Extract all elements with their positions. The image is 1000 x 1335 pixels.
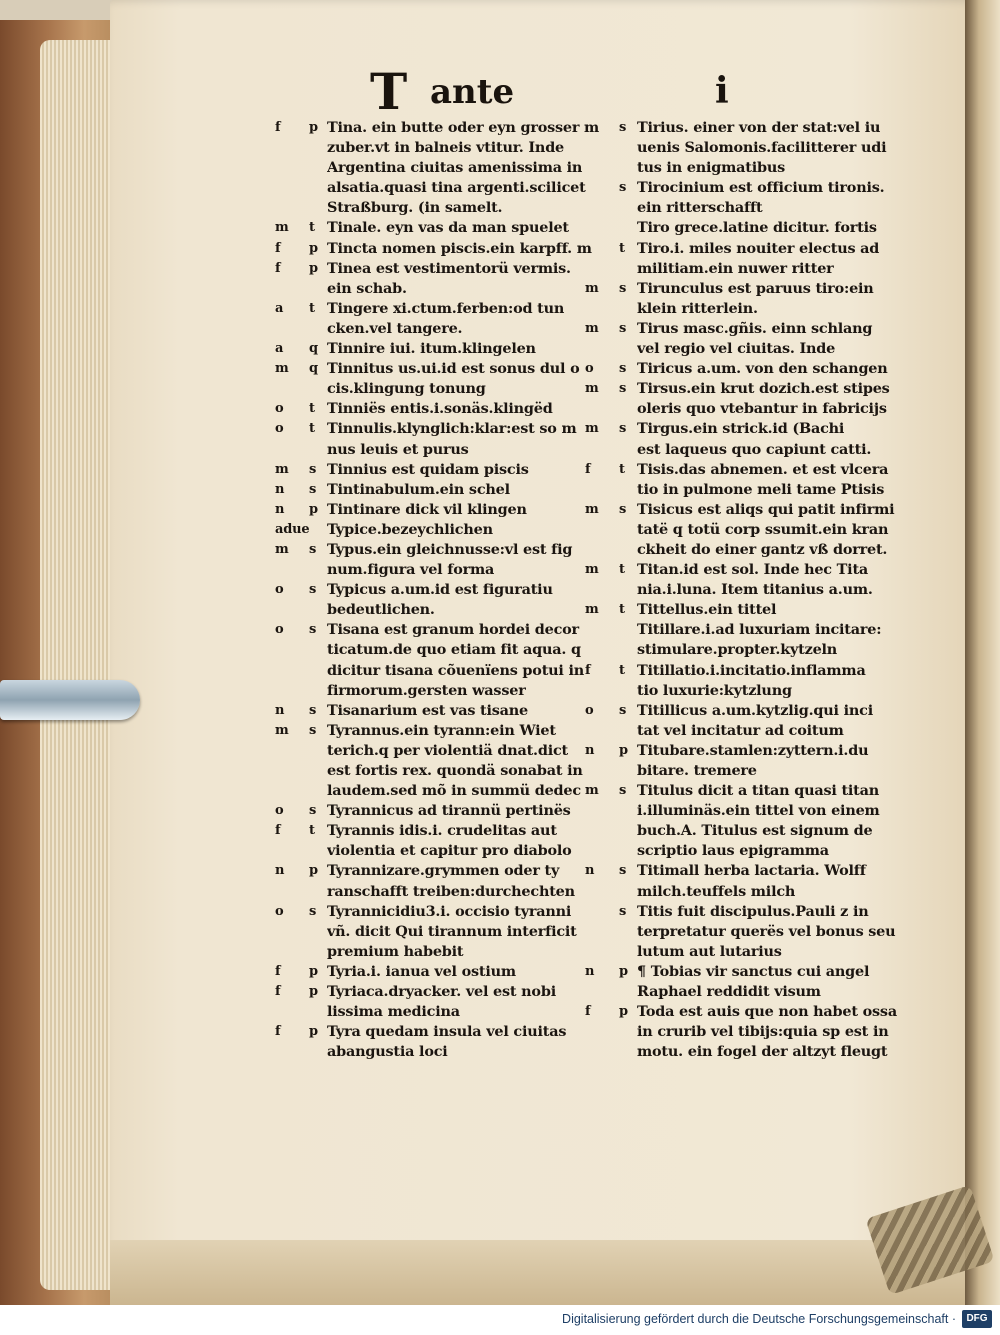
entry-line: Tintinabulum.ein schel	[327, 480, 510, 498]
dictionary-entry	[585, 239, 905, 279]
header-initial: T	[370, 62, 408, 121]
entry-line: zuber.vt in balneis vtitur. Inde	[327, 139, 565, 157]
dictionary-entry	[275, 118, 610, 218]
entry-line: stimulare.propter.kytzeln	[637, 641, 838, 659]
entry-line: tio in pulmone meli tame Ptisis	[637, 480, 885, 498]
dictionary-entry	[275, 721, 610, 801]
entry-line: Tirunculus est paruus tiro:ein	[637, 279, 874, 297]
entry-line: buch.A. Titulus est signum de	[637, 822, 873, 840]
entry-line: Tyrannicidiu3.i. occisio tyranni	[327, 902, 572, 920]
dictionary-entry	[585, 781, 905, 861]
dictionary-entry	[585, 319, 905, 359]
entry-line: Argentina ciuitas amenissima in	[327, 159, 583, 177]
entry-line: Tyrannicus ad tirannü pertinës	[327, 802, 571, 820]
entry-line: Tina. ein butte oder eyn grosser m	[327, 119, 600, 136]
dictionary-entry	[275, 821, 610, 861]
entry-line: uenis Salomonis.facilitterer udi	[637, 139, 887, 157]
class-marker: p	[309, 1024, 318, 1040]
dictionary-entry	[585, 661, 905, 701]
entry-line: vel regio vel ciuitas. Inde	[637, 340, 836, 358]
class-marker: s	[309, 481, 317, 497]
entry-line: lissima medicina	[327, 1003, 460, 1021]
entry-line: Tisanarium est vas tisane	[327, 701, 529, 719]
page-bottom-edge	[110, 1240, 980, 1305]
gender-marker: o	[275, 903, 284, 919]
gender-marker: f	[275, 1024, 281, 1040]
dictionary-entry	[585, 620, 905, 660]
entry-line: Tingere xi.ctum.ferben:od tun	[327, 299, 565, 317]
page-header	[370, 62, 770, 122]
dictionary-entry	[585, 1002, 905, 1062]
gender-marker: f	[275, 963, 281, 979]
dictionary-entry	[275, 239, 610, 259]
header-signature: i	[715, 70, 729, 112]
entry-line: Tiro grece.latine dicitur. fortis	[637, 219, 877, 237]
dictionary-entry	[585, 600, 905, 620]
class-marker: t	[619, 461, 625, 477]
entry-line: premium habebit	[327, 942, 464, 960]
gender-marker: m	[585, 783, 599, 799]
gender-marker: m	[275, 722, 289, 738]
class-marker: s	[619, 702, 627, 718]
dictionary-entry	[585, 178, 905, 218]
gender-marker: n	[275, 702, 285, 718]
dictionary-entry	[275, 500, 610, 520]
gender-marker: m	[275, 541, 289, 557]
entry-line: oleris quo vtebantur in fabricijs	[637, 400, 887, 418]
entry-line: lutum aut lutarius	[637, 942, 782, 960]
dictionary-entry	[275, 701, 610, 721]
class-marker: s	[619, 180, 627, 196]
dictionary-entry	[275, 299, 610, 339]
entry-line: Tincta nomen piscis.ein karpff. m	[327, 239, 592, 257]
entry-line: ¶ Tobias vir sanctus cui angel	[637, 962, 870, 980]
entry-line: militiam.ein nuwer ritter	[637, 259, 834, 277]
book-gutter	[965, 0, 1000, 1305]
class-marker: p	[309, 863, 318, 879]
dictionary-entry	[585, 359, 905, 379]
header-title: ante	[430, 72, 515, 112]
gender-marker: m	[275, 220, 289, 236]
entry-line: nus leuis et purus	[327, 440, 469, 458]
gender-marker: m	[585, 602, 599, 618]
dictionary-entry	[275, 359, 610, 399]
entry-line: est fortis rex. quondä sonabat in	[327, 762, 583, 779]
class-marker: s	[619, 421, 627, 437]
gender-marker: o	[275, 401, 284, 417]
entry-line: Titillatio.i.incitatio.inflamma	[637, 661, 866, 679]
entry-line: vñ. dicit Qui tirannum interficit	[327, 922, 577, 940]
right-column	[585, 118, 905, 1062]
dictionary-entry	[275, 580, 610, 620]
entry-line: Titillare.i.ad luxuriam incitare:	[637, 621, 882, 639]
class-marker: t	[309, 300, 315, 316]
gender-marker: n	[275, 501, 285, 517]
gender-marker: m	[585, 501, 599, 517]
gender-marker: m	[275, 461, 289, 477]
entry-line: nia.i.luna. Item titanius a.um.	[637, 581, 873, 599]
entry-line: tus in enigmatibus	[637, 159, 786, 177]
dictionary-entry	[275, 419, 610, 459]
entry-line: laudem.sed mõ in summü dedec	[327, 782, 581, 800]
class-marker: t	[309, 220, 315, 236]
entry-line: dicitur tisana cõuenïens potui in	[327, 661, 585, 679]
class-marker: s	[619, 863, 627, 879]
entry-line: Titimall herba lactaria. Wolff	[637, 862, 866, 880]
page-clip	[0, 680, 140, 720]
dictionary-entry	[585, 741, 905, 781]
dictionary-entry	[585, 279, 905, 319]
entry-line: klein ritterlein.	[637, 299, 758, 317]
gender-marker: f	[275, 823, 281, 839]
gender-marker: m	[585, 320, 599, 336]
gender-marker: m	[585, 381, 599, 397]
entry-line: bitare. tremere	[637, 762, 757, 779]
dictionary-entry	[275, 399, 610, 419]
class-marker: s	[619, 280, 627, 296]
entry-line: bedeutlichen.	[327, 601, 435, 619]
gender-marker: a	[275, 300, 284, 316]
entry-line: Tiricus a.um. von den schangen	[637, 360, 888, 378]
entry-line: Tirus masc.gñis. einn schlang	[637, 319, 873, 337]
class-marker: s	[309, 461, 317, 477]
entry-line: Tyrannus.ein tyrann:ein Wiet	[327, 721, 556, 739]
gender-marker: n	[275, 481, 285, 497]
class-marker: s	[619, 381, 627, 397]
entry-line: motu. ein fogel der altzyt fleugt	[637, 1043, 888, 1061]
dictionary-entry	[585, 861, 905, 901]
entry-line: abangustia loci	[327, 1043, 448, 1061]
dictionary-entry	[585, 218, 905, 238]
class-marker: s	[309, 722, 317, 738]
entry-line: ein ritterschafft	[637, 199, 763, 217]
entry-line: scriptio laus epigramma	[637, 842, 829, 860]
gender-marker: f	[585, 461, 591, 477]
dictionary-entry	[275, 480, 610, 500]
class-marker: t	[619, 662, 625, 678]
entry-line: Titulus dicit a titan quasi titan	[637, 782, 880, 800]
entry-line: tio luxurie:kytzlung	[637, 681, 792, 699]
entry-line: in crurib vel tibijs:quia sp est in	[637, 1023, 889, 1041]
class-marker: s	[619, 903, 627, 919]
entry-line: terpretatur querës vel bonus seu	[637, 922, 896, 940]
dictionary-entry	[585, 460, 905, 500]
dictionary-entry	[275, 902, 610, 962]
dictionary-entry	[275, 540, 610, 580]
gender-marker: m	[275, 361, 289, 377]
dictionary-entry	[275, 620, 610, 700]
entry-line: ticatum.de quo etiam fit aqua. q	[327, 641, 581, 659]
entry-line: Tinnitus us.ui.id est sonus dul o	[327, 360, 580, 378]
entry-line: Titillicus a.um.kytzlig.qui inci	[637, 701, 873, 719]
entry-line: Raphael reddidit visum	[637, 983, 821, 1001]
dictionary-entry	[275, 1022, 610, 1062]
gender-marker: o	[275, 622, 284, 638]
gender-marker: m	[585, 421, 599, 437]
class-marker: p	[619, 742, 628, 758]
entry-line: Typicus a.um.id est figuratiu	[327, 581, 553, 599]
entry-line: Toda est auis que non habet ossa	[637, 1003, 897, 1021]
entry-line: Tyria.i. ianua vel ostium	[327, 962, 516, 980]
gender-marker: o	[275, 421, 284, 437]
class-marker: s	[619, 320, 627, 336]
gender-marker: n	[585, 863, 595, 879]
gender-marker: n	[585, 963, 595, 979]
class-marker: s	[619, 120, 627, 135]
entry-line: tatë q totü corp ssumit.ein kran	[637, 520, 889, 538]
class-marker: s	[309, 582, 317, 598]
entry-line: Tinnire iui. itum.klingelen	[327, 340, 536, 358]
entry-line: Tyriaca.dryacker. vel est nobi	[327, 983, 556, 1001]
dictionary-entry	[275, 520, 610, 540]
class-marker: s	[619, 501, 627, 517]
gender-marker: m	[585, 562, 599, 578]
class-marker: p	[309, 260, 318, 276]
entry-line: alsatia.quasi tina argenti.scilicet	[327, 179, 586, 197]
entry-line: ein schab.	[327, 279, 407, 297]
dictionary-entry	[585, 118, 905, 178]
class-marker: t	[309, 421, 315, 437]
class-marker: s	[619, 361, 627, 377]
class-marker: t	[619, 240, 625, 256]
class-marker: q	[309, 361, 318, 377]
gender-marker: o	[275, 582, 284, 598]
entry-line: Tinale. eyn vas da man spuelet	[327, 219, 569, 237]
dictionary-entry	[585, 500, 905, 560]
entry-line: Tinea est vestimentorü vermis.	[327, 259, 571, 277]
left-column	[275, 118, 610, 1062]
dictionary-entry	[275, 962, 610, 982]
class-marker: s	[309, 702, 317, 718]
entry-line: Tirgus.ein strick.id (Bachi	[637, 420, 845, 438]
gender-marker: f	[275, 240, 281, 256]
entry-line: cken.vel tangere.	[327, 319, 463, 337]
gender-marker: adue	[275, 521, 310, 537]
dictionary-entry	[585, 701, 905, 741]
entry-line: Tinnius est quidam piscis	[327, 460, 529, 478]
dictionary-entry	[275, 861, 610, 901]
dictionary-entry	[275, 982, 610, 1022]
class-marker: p	[309, 984, 318, 1000]
entry-line: terich.q per violentiä dnat.dict	[327, 741, 568, 759]
dictionary-entry	[585, 902, 905, 962]
gender-marker: o	[585, 702, 594, 718]
class-marker: p	[619, 1004, 628, 1020]
entry-line: Typice.bezeychlichen	[327, 520, 493, 538]
entry-line: Tyrannizare.grymmen oder ty	[327, 862, 560, 880]
entry-line: Titan.id est sol. Inde hec Tita	[637, 561, 869, 579]
class-marker: t	[619, 562, 625, 578]
entry-line: tat vel incitatur ad coitum	[637, 721, 844, 739]
class-marker: s	[309, 541, 317, 557]
class-marker: p	[309, 120, 318, 135]
entry-line: Tisis.das abnemen. et est vlcera	[637, 460, 889, 478]
dictionary-entry	[275, 801, 610, 821]
entry-line: Tisicus est aliqs qui patit infirmi	[637, 500, 895, 518]
gender-marker: f	[275, 120, 281, 135]
class-marker: t	[309, 401, 315, 417]
entry-line: milch.teuffels milch	[637, 882, 796, 900]
class-marker: s	[309, 803, 317, 819]
entry-line: Tisana est granum hordei decor	[327, 621, 579, 639]
gender-marker: n	[585, 742, 595, 758]
class-marker: s	[309, 903, 317, 919]
gender-marker: f	[585, 662, 591, 678]
class-marker: s	[309, 622, 317, 638]
dictionary-entry	[585, 560, 905, 600]
class-marker: p	[309, 963, 318, 979]
class-marker: t	[619, 602, 625, 618]
class-marker: s	[619, 783, 627, 799]
entry-line: Tinniës entis.i.sonäs.klingëd	[327, 400, 553, 418]
gender-marker: a	[275, 341, 284, 357]
entry-line: ranschafft treiben:durchechten	[327, 882, 575, 900]
entry-line: Tintinare dick vil klingen	[327, 500, 527, 518]
dictionary-entry	[275, 218, 610, 238]
footer-credit: Digitalisierung gefördert durch die Deutsche Forschungsgemeinschaft ·	[562, 1312, 956, 1326]
entry-line: Titis fuit discipulus.Pauli z in	[637, 902, 869, 920]
entry-line: Titubare.stamlen:zyttern.i.du	[637, 741, 869, 759]
class-marker: p	[309, 501, 318, 517]
dictionary-entry	[275, 460, 610, 480]
gender-marker: f	[275, 260, 281, 276]
entry-line: Tiro.i. miles nouiter electus ad	[637, 239, 880, 257]
entry-line: Tyra quedam insula vel ciuitas	[327, 1023, 567, 1041]
class-marker: p	[619, 963, 628, 979]
entry-line: cis.klingung tonung	[327, 380, 486, 398]
gender-marker: o	[585, 361, 594, 377]
gender-marker: f	[585, 1004, 591, 1020]
class-marker: p	[309, 240, 318, 256]
gender-marker: n	[275, 863, 285, 879]
dictionary-entry	[275, 339, 610, 359]
dictionary-entry	[585, 379, 905, 419]
entry-line: num.figura vel forma	[327, 561, 495, 579]
gender-marker: o	[275, 803, 284, 819]
entry-line: Tinnulis.klynglich:klar:est so m	[327, 420, 577, 438]
dfg-logo-icon: DFG	[962, 1310, 992, 1328]
entry-line: i.illuminäs.ein tittel von einem	[637, 802, 880, 820]
entry-line: Tirsus.ein krut dozich.est stipes	[637, 380, 890, 398]
class-marker: q	[309, 341, 318, 357]
dictionary-entry	[275, 259, 610, 299]
entry-line: Tirius. einer von der stat:vel iu	[637, 119, 881, 136]
entry-line: violentia et capitur pro diabolo	[327, 842, 572, 860]
entry-line: Tyrannis idis.i. crudelitas aut	[327, 822, 557, 840]
entry-line: ckheit do einer gantz vß dorret.	[637, 540, 888, 558]
entry-line: Tirocinium est officium tironis.	[637, 179, 885, 197]
gender-marker: m	[585, 280, 599, 296]
gender-marker: f	[275, 984, 281, 1000]
class-marker: t	[309, 823, 315, 839]
entry-line: Straßburg. (in samelt.	[327, 199, 503, 217]
dictionary-entry	[585, 419, 905, 459]
entry-line: est laqueus quo capiunt catti.	[637, 440, 872, 458]
entry-line: Tittellus.ein tittel	[637, 601, 777, 619]
entry-line: firmorum.gersten wasser	[327, 681, 526, 699]
entry-line: Typus.ein gleichnusse:vl est fig	[327, 540, 573, 558]
dictionary-entry	[585, 962, 905, 1002]
